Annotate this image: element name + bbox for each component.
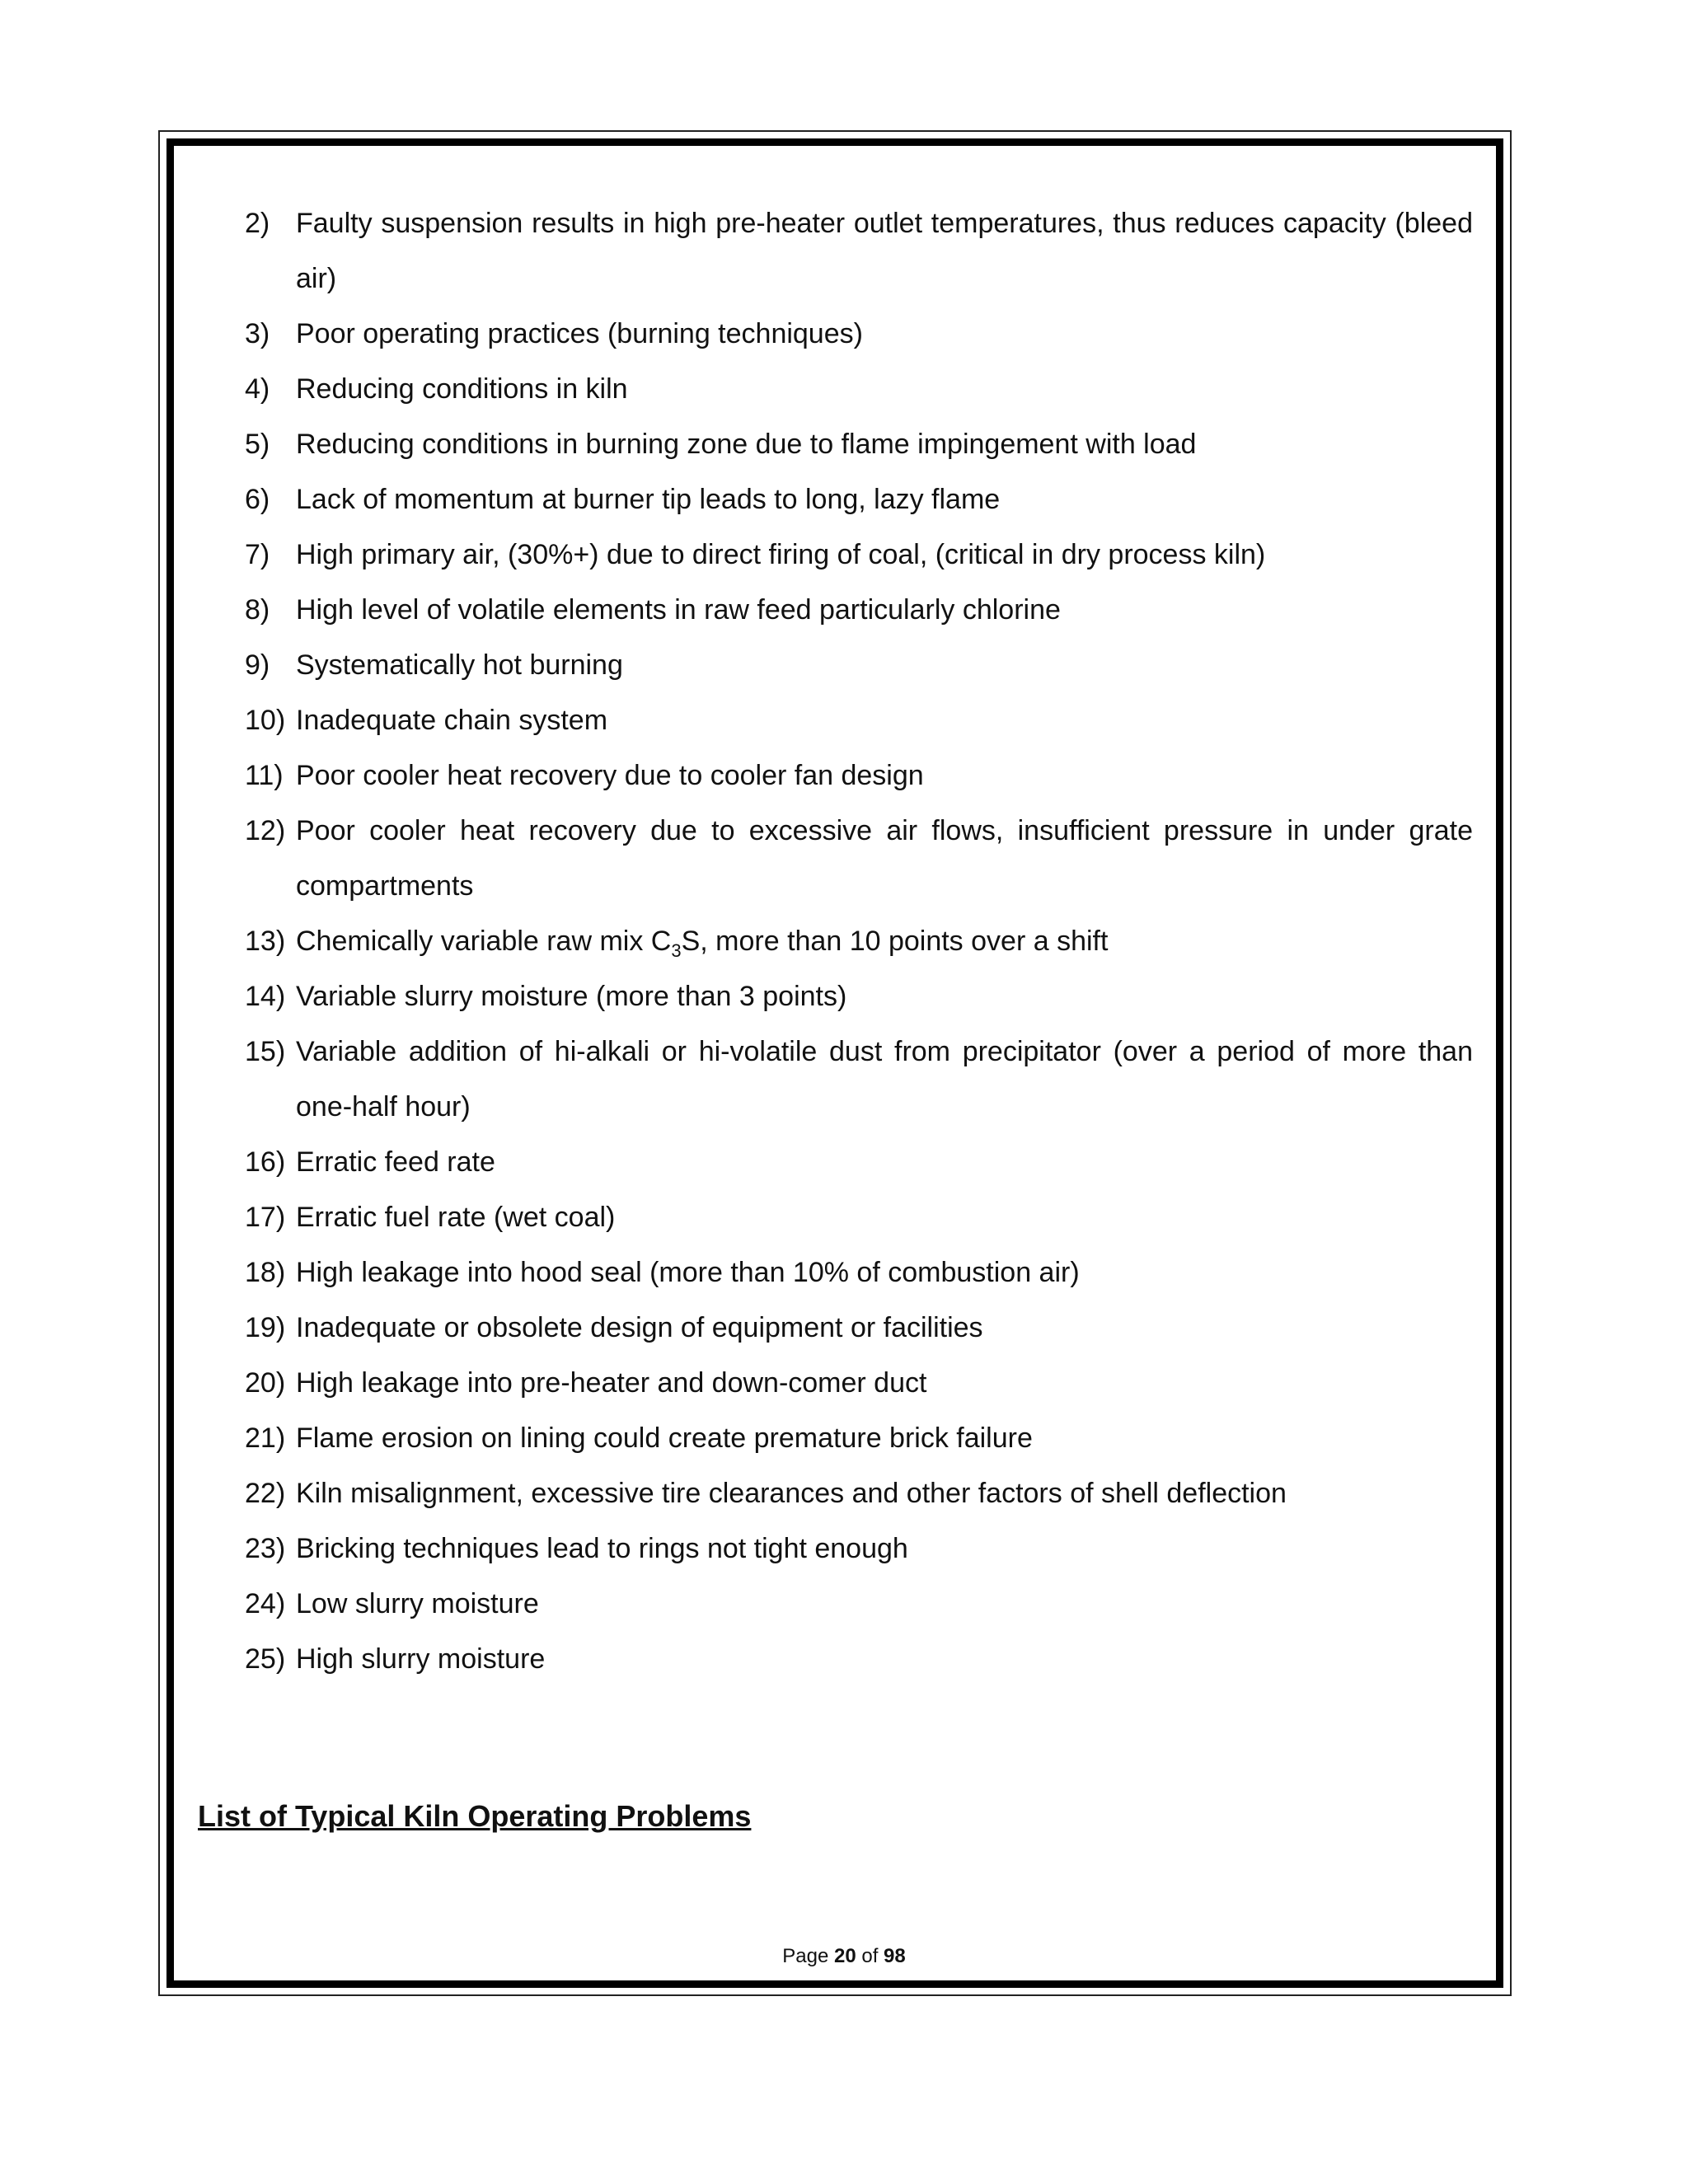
list-item bbox=[245, 638, 1473, 693]
item-text: Inadequate chain system bbox=[296, 705, 608, 736]
item-number: 22) bbox=[245, 1478, 286, 1509]
list-item bbox=[245, 196, 1473, 307]
item-number: 23) bbox=[245, 1533, 286, 1564]
item-text: Reducing conditions in kiln bbox=[296, 373, 628, 405]
item-number: 3) bbox=[245, 318, 270, 349]
list-item bbox=[245, 914, 1473, 969]
item-number: 2) bbox=[245, 208, 270, 239]
list-item bbox=[245, 1356, 1473, 1411]
list-item bbox=[245, 417, 1473, 472]
list-item bbox=[245, 472, 1473, 527]
causes-list bbox=[245, 196, 1473, 1687]
item-number: 4) bbox=[245, 373, 270, 405]
item-text: Variable slurry moisture (more than 3 points) bbox=[296, 981, 847, 1012]
item-text: Erratic fuel rate (wet coal) bbox=[296, 1202, 616, 1233]
item-number: 7) bbox=[245, 539, 270, 570]
item-number: 11) bbox=[245, 760, 284, 791]
item-text: Poor cooler heat recovery due to excessive air flows, insufficient pressure in under grate compartments bbox=[296, 815, 1473, 902]
item-number: 18) bbox=[245, 1257, 286, 1288]
total-pages: 98 bbox=[884, 1945, 906, 1967]
list-item bbox=[245, 1135, 1473, 1190]
item-number: 8) bbox=[245, 594, 270, 626]
list-item bbox=[245, 527, 1473, 583]
list-item bbox=[245, 362, 1473, 417]
item-text-before: Chemically variable raw mix C bbox=[296, 926, 672, 957]
list-item bbox=[245, 693, 1473, 748]
list-item bbox=[245, 1466, 1473, 1521]
item-number: 10) bbox=[245, 705, 286, 736]
item-text: Low slurry moisture bbox=[296, 1588, 539, 1619]
list-item bbox=[245, 1521, 1473, 1577]
item-number: 25) bbox=[245, 1643, 286, 1675]
of-label: of bbox=[861, 1945, 879, 1967]
list-item bbox=[245, 1577, 1473, 1632]
list-item bbox=[245, 1301, 1473, 1356]
item-number: 14) bbox=[245, 981, 286, 1012]
list-item bbox=[245, 1190, 1473, 1245]
list-item bbox=[245, 1632, 1473, 1687]
item-text: High leakage into hood seal (more than 10% of combustion air) bbox=[296, 1257, 1080, 1288]
item-text: High slurry moisture bbox=[296, 1643, 546, 1675]
item-text: Reducing conditions in burning zone due to flame impingement with load bbox=[296, 429, 1197, 460]
item-text: Flame erosion on lining could create premature brick failure bbox=[296, 1422, 1033, 1454]
item-text: High level of volatile elements in raw feed particularly chlorine bbox=[296, 594, 1061, 626]
item-number: 24) bbox=[245, 1588, 286, 1619]
page-number: 20 bbox=[833, 1945, 856, 1967]
item-text: Variable addition of hi-alkali or hi-volatile dust from precipitator (over a period of more than one-half hour) bbox=[296, 1036, 1473, 1122]
item-text: High leakage into pre-heater and down-comer duct bbox=[296, 1367, 927, 1399]
item-number: 13) bbox=[245, 926, 286, 957]
list-item bbox=[245, 1411, 1473, 1466]
item-number: 12) bbox=[245, 815, 286, 846]
subscript: 3 bbox=[671, 940, 682, 961]
item-number: 16) bbox=[245, 1146, 286, 1178]
item-number: 6) bbox=[245, 484, 270, 515]
list-item bbox=[245, 804, 1473, 914]
list-item bbox=[245, 1024, 1473, 1135]
list-item bbox=[245, 307, 1473, 362]
list-item bbox=[245, 1245, 1473, 1301]
item-text: Inadequate or obsolete design of equipment or facilities bbox=[296, 1312, 983, 1343]
item-text: High primary air, (30%+) due to direct firing of coal, (critical in dry process kiln) bbox=[296, 539, 1266, 570]
item-number: 21) bbox=[245, 1422, 286, 1454]
item-text: Systematically hot burning bbox=[296, 649, 623, 681]
item-number: 5) bbox=[245, 429, 270, 460]
item-number: 19) bbox=[245, 1312, 286, 1343]
item-text-after: S, more than 10 points over a shift bbox=[681, 926, 1109, 957]
item-text: Kiln misalignment, excessive tire clearances and other factors of shell deflection bbox=[296, 1478, 1287, 1509]
item-text: Poor operating practices (burning techniques) bbox=[296, 318, 863, 349]
item-text: Poor cooler heat recovery due to cooler fan design bbox=[296, 760, 924, 791]
item-number: 9) bbox=[245, 649, 270, 681]
item-text: Erratic feed rate bbox=[296, 1146, 495, 1178]
list-item bbox=[245, 748, 1473, 804]
item-number: 17) bbox=[245, 1202, 286, 1233]
section-heading: List of Typical Kiln Operating Problems bbox=[198, 1799, 752, 1833]
item-text: Faulty suspension results in high pre-heater outlet temperatures, thus reduces capacity (bleed air) bbox=[296, 208, 1473, 294]
item-text: Lack of momentum at burner tip leads to long, lazy flame bbox=[296, 484, 1001, 515]
page-footer bbox=[0, 1943, 1688, 1970]
page-label: Page bbox=[782, 1945, 829, 1967]
list-item bbox=[245, 583, 1473, 638]
list-item bbox=[245, 969, 1473, 1024]
item-number: 20) bbox=[245, 1367, 286, 1399]
item-text bbox=[296, 914, 1473, 969]
item-number: 15) bbox=[245, 1036, 286, 1067]
item-text: Bricking techniques lead to rings not tight enough bbox=[296, 1533, 908, 1564]
